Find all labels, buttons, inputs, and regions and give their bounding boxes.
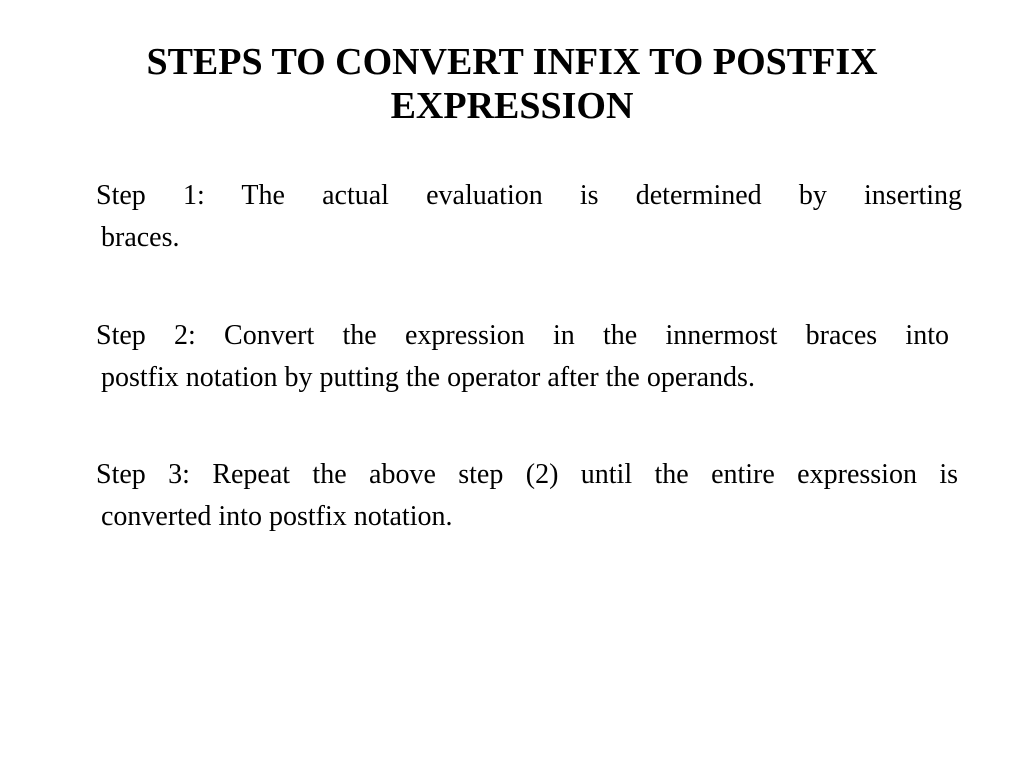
step-1-line-2: braces. xyxy=(101,222,180,253)
step-1-paragraph xyxy=(96,175,962,259)
slide-title-line-2: EXPRESSION xyxy=(390,85,634,127)
step-3-paragraph xyxy=(96,454,958,538)
step-2-paragraph xyxy=(96,315,949,399)
step-2-line-1: Step 2: Convert the expression in the innermost braces into xyxy=(96,320,949,351)
step-3-line-2: converted into postfix notation. xyxy=(101,501,453,532)
step-3-line-1: Step 3: Repeat the above step (2) until the entire expression is xyxy=(96,459,958,490)
step-2-line-2: postfix notation by putting the operator after the operands. xyxy=(101,362,755,393)
slide-title-line-1: STEPS TO CONVERT INFIX TO POSTFIX xyxy=(146,41,878,83)
slide-title xyxy=(80,40,944,128)
step-1-line-1: Step 1: The actual evaluation is determined by inserting xyxy=(96,180,962,211)
